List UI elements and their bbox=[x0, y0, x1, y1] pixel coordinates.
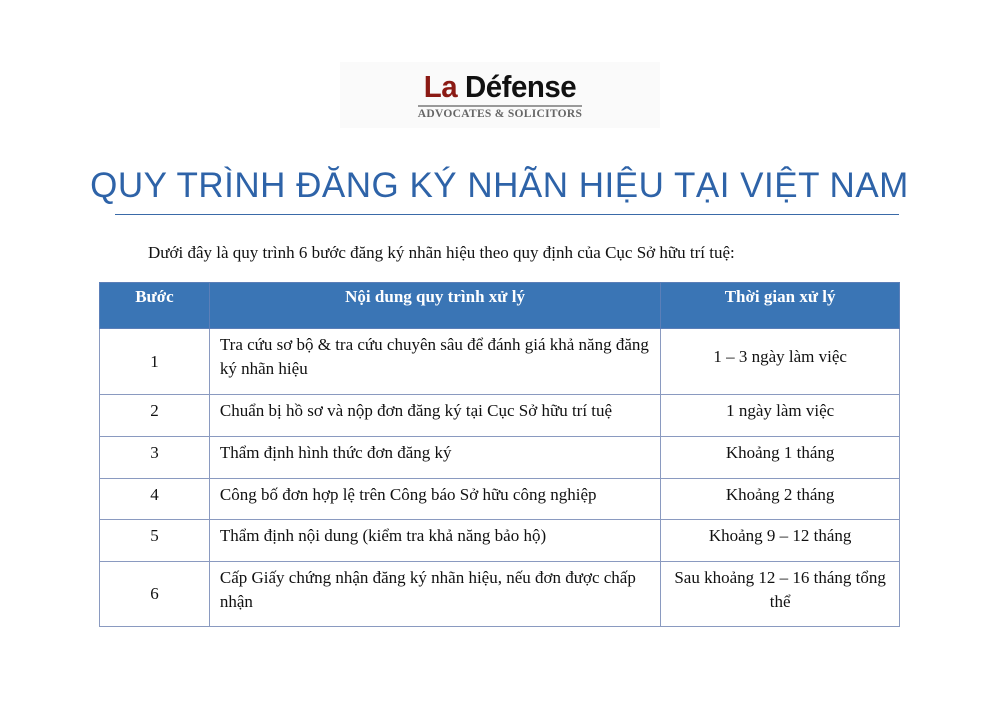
step-number: 2 bbox=[100, 395, 210, 437]
page-title: QUY TRÌNH ĐĂNG KÝ NHÃN HIỆU TẠI VIỆT NAM bbox=[90, 166, 909, 205]
table-row bbox=[100, 520, 900, 562]
step-number: 3 bbox=[100, 437, 210, 479]
header-time: Thời gian xử lý bbox=[661, 283, 900, 329]
step-content: Công bố đơn hợp lệ trên Công báo Sở hữu công nghiệp bbox=[209, 479, 660, 520]
step-time: Khoảng 2 tháng bbox=[661, 479, 900, 520]
step-number: 1 bbox=[100, 329, 210, 395]
intro-text: Dưới đây là quy trình 6 bước đăng ký nhãn hiệu theo quy định của Cục Sở hữu trí tuệ: bbox=[148, 243, 735, 262]
header-step: Bước bbox=[100, 283, 210, 329]
step-content: Thẩm định nội dung (kiểm tra khả năng bảo hộ) bbox=[209, 520, 660, 562]
logo-tagline: ADVOCATES & SOLICITORS bbox=[417, 108, 583, 120]
company-logo bbox=[340, 62, 660, 128]
step-time: 1 – 3 ngày làm việc bbox=[661, 329, 900, 395]
step-content: Tra cứu sơ bộ & tra cứu chuyên sâu để đánh giá khả năng đăng ký nhãn hiệu bbox=[209, 329, 660, 395]
process-table bbox=[99, 282, 900, 627]
table-row bbox=[100, 329, 900, 395]
table-row bbox=[100, 395, 900, 437]
step-content: Cấp Giấy chứng nhận đăng ký nhãn hiệu, nếu đơn được chấp nhận bbox=[209, 562, 660, 627]
step-number: 6 bbox=[100, 562, 210, 627]
header-content: Nội dung quy trình xử lý bbox=[209, 283, 660, 329]
table-row bbox=[100, 562, 900, 627]
table-row bbox=[100, 437, 900, 479]
step-time: Khoảng 9 – 12 tháng bbox=[661, 520, 900, 562]
logo-defense: Défense bbox=[464, 69, 577, 104]
logo-la: La bbox=[423, 69, 458, 104]
step-content: Chuẩn bị hồ sơ và nộp đơn đăng ký tại Cục Sở hữu trí tuệ bbox=[209, 395, 660, 437]
step-time: 1 ngày làm việc bbox=[661, 395, 900, 437]
step-content: Thẩm định hình thức đơn đăng ký bbox=[209, 437, 660, 479]
step-time: Sau khoảng 12 – 16 tháng tổng thể bbox=[661, 562, 900, 627]
title-divider bbox=[115, 214, 899, 215]
logo-rule bbox=[418, 105, 582, 107]
step-time: Khoảng 1 tháng bbox=[661, 437, 900, 479]
step-number: 4 bbox=[100, 479, 210, 520]
table-row bbox=[100, 479, 900, 520]
step-number: 5 bbox=[100, 520, 210, 562]
